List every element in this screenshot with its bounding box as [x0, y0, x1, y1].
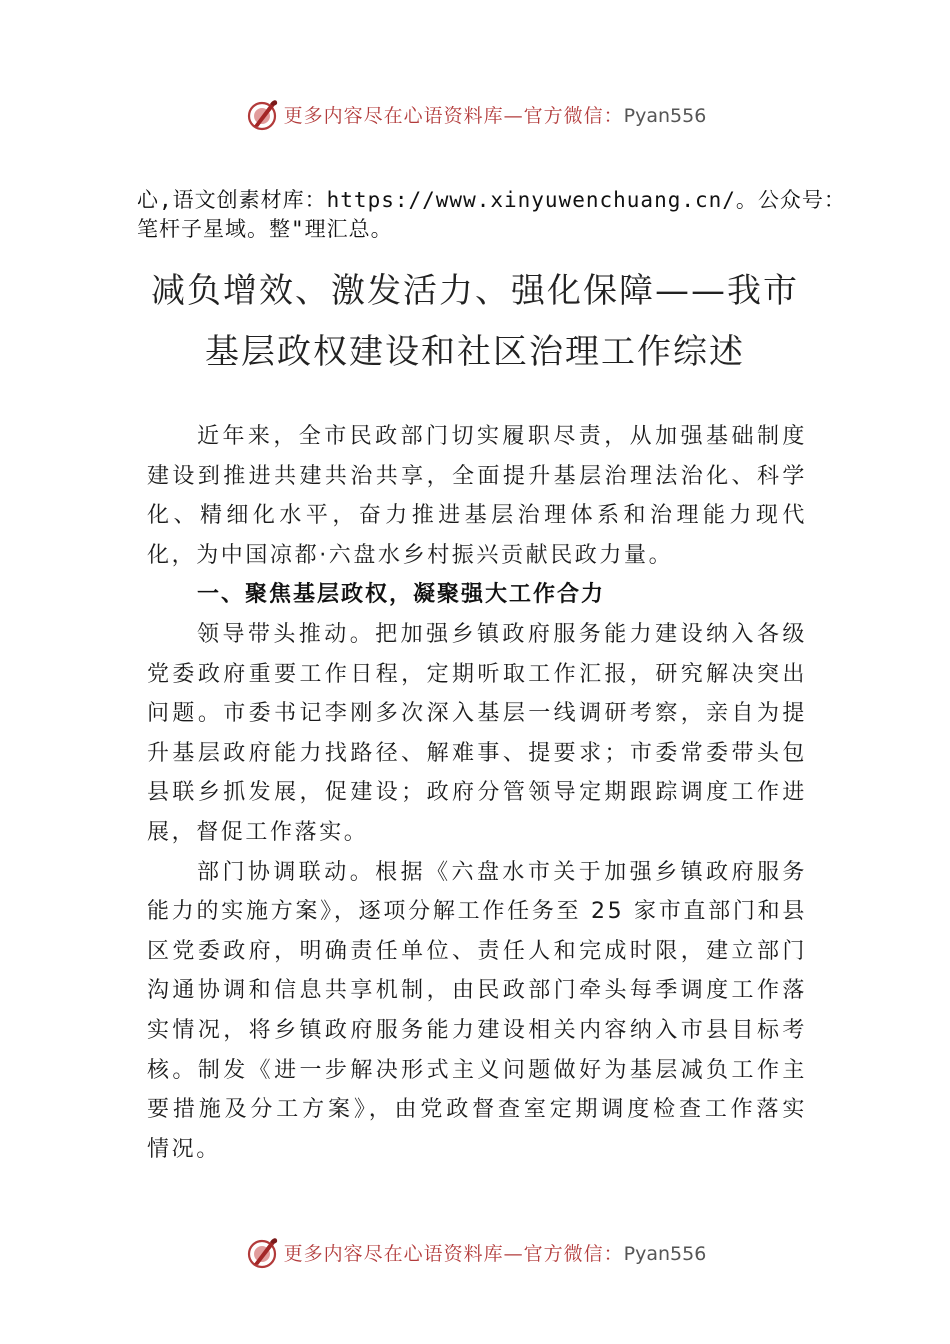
article-body [147, 417, 807, 1169]
paragraph-intro: 近年来，全市民政部门切实履职尽责，从加强基础制度建设到推进共建共治共享，全面提升基层治理法治化、科学化、精细化水平，奋力推进基层治理体系和治理能力现代化，为中国凉都·六盘水乡村振兴贡献民政力量。 [147, 424, 807, 568]
watermark-text: 更多内容尽在心语资料库—官方微信： [283, 1242, 624, 1265]
quill-seal-icon [244, 96, 280, 132]
quill-seal-icon [244, 1234, 280, 1270]
section-heading-1: 一、聚焦基层政权，凝聚强大工作合力 [197, 582, 606, 608]
page-title-line-1: 减负增效、激发活力、强化保障——我市 [151, 271, 799, 311]
watermark-banner-top [0, 94, 950, 134]
watermark-text: 更多内容尽在心语资料库—官方微信： [283, 104, 624, 127]
watermark-wechat: Pyan556 [623, 1242, 707, 1265]
watermark-banner-bottom [0, 1232, 950, 1272]
watermark-wechat: Pyan556 [623, 104, 707, 127]
source-notice: 心,语文创素材库：https://www.xinyuwenchuang.cn/。公众号：笔杆子星域。整"理汇总。 [137, 188, 846, 241]
paragraph-coordination: 部门协调联动。根据《六盘水市关于加强乡镇政府服务能力的实施方案》，逐项分解工作任务至 25 家市直部门和县区党委政府，明确责任单位、责任人和完成时限，建立部门沟通协调和信息共享机制，由民政部门牵头每季调度工作落实情况，将乡镇政府服务能力建设相关内容纳入市县目标考核。制发《进一步解决形式主义问题做好为基层减负工作主要措施及分工方案》，由党政督查室定期调度检查工作落实 情况。 [147, 859, 807, 1162]
paragraph-leadership: 领导带头推动。把加强乡镇政府服务能力建设纳入各级党委政府重要工作日程，定期听取工作汇报，研究解决突出问题。市委书记李刚多次深入基层一线调研考察，亲自为提升基层政府能力找路径、解难事、提要求；市委常委带头包县联乡抓发展，促建设；政府分管领导定期跟踪调度工作进展，督促工作落实。 [147, 621, 807, 845]
page-title-line-2: 基层政权建设和社区治理工作综述 [205, 332, 745, 372]
